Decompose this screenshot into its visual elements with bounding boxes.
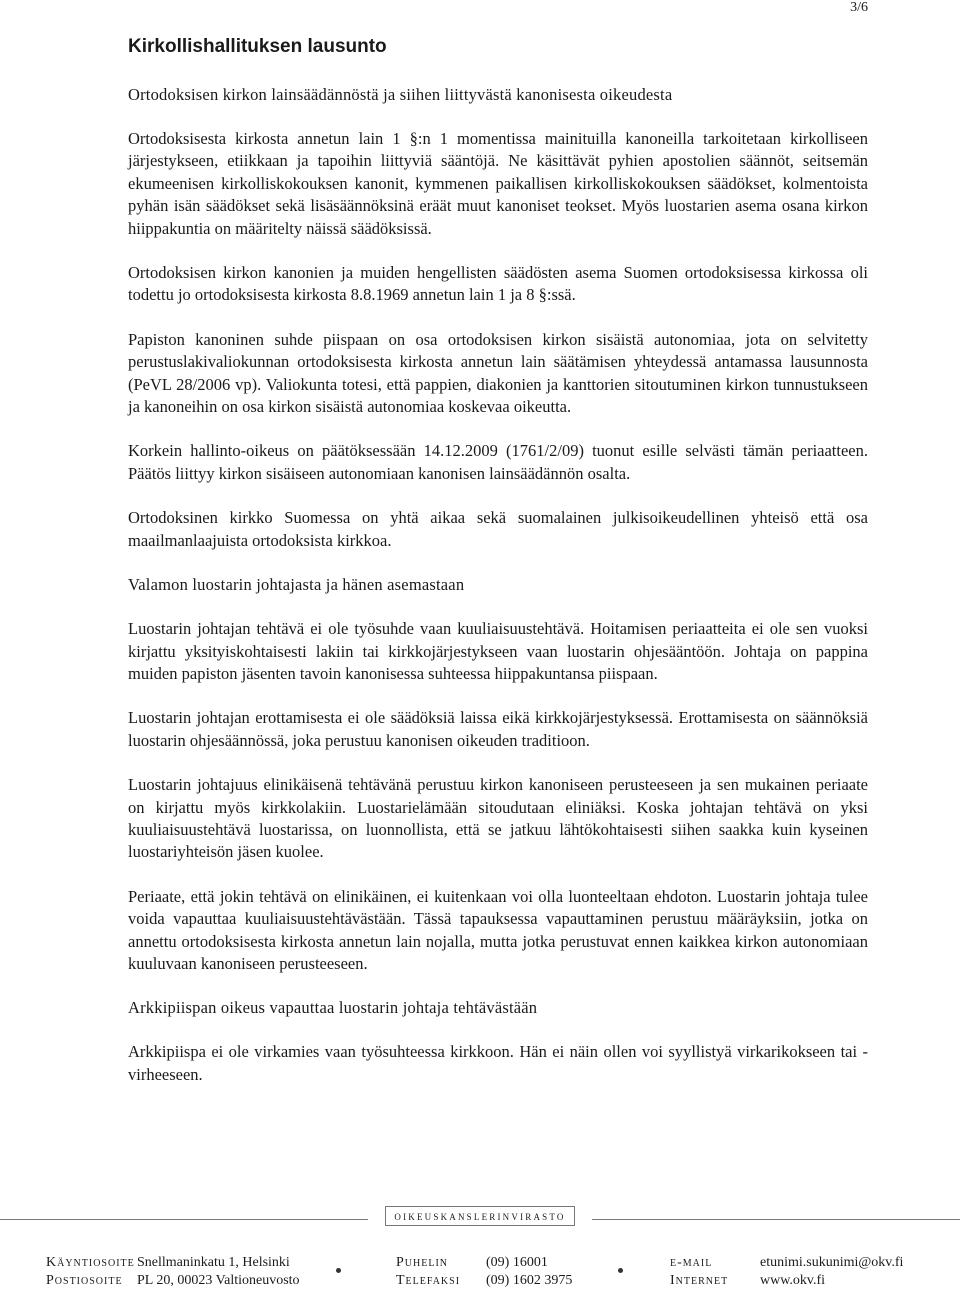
footer-divider	[592, 1219, 960, 1220]
paragraph: Periaate, että jokin tehtävä on elinikäinen, ei kuitenkaan voi olla luonteeltaan ehdoton. Luostarin johtaja tulee voida vapauttaa kuuliaisuustehtävästään. Tässä tapauksessa vapauttaminen perustuu määräyksiin, jotka on annettu ortodoksisesta kirkosta annetun lain nojalla, mutta jotka perustuvat ennen kaikkea kirkon autonomiaan kuuluvaan kanoniseen perusteeseen.	[128, 886, 868, 973]
internet-label: Internet	[670, 1273, 729, 1288]
bullet-icon	[336, 1268, 341, 1273]
postal-address-label: Postiosoite	[46, 1273, 123, 1288]
section-heading: Ortodoksisen kirkon lainsäädännöstä ja siihen liittyvästä kanonisesta oikeudesta	[128, 85, 673, 104]
paragraph: Korkein hallinto-oikeus on päätöksessään 14.12.2009 (1761/2/09) tuonut esille selvästi tämän periaatteen. Päätös liittyy kirkon sisäiseen autonomiaan kanonisen lainsäädännön osalta.	[128, 441, 868, 483]
office-name: oikeuskanslerinvirasto	[385, 1206, 574, 1226]
postal-address-value: PL 20, 00023 Valtioneuvosto	[137, 1273, 300, 1288]
paragraph: Papiston kanoninen suhde piispaan on osa ortodoksisen kirkon sisäistä autonomiaa, jota on selvitetty perustuslakivaliokunnan ortodoksisesta kirkosta annetun lain säätämisen yhteydessä antamassa lausunnosta (PeVL 28/2006 vp). Valiokunta totesi, että pappien, diakonien ja kanttorien sitoutuminen kirkon tunnustukseen ja kanoneihin on osa kirkon sisäistä autonomiaa koskevaa oikeutta.	[128, 329, 868, 417]
paragraph: Ortodoksisen kirkon kanonien ja muiden hengellisten säädösten asema Suomen ortodoksisessa kirkossa oli todettu jo ortodoksisesta kirkosta 8.8.1969 annetun lain 1 ja 8 §:ssä.	[128, 263, 868, 305]
office-name-box	[368, 1208, 592, 1224]
email-label: e-mail	[670, 1255, 713, 1270]
email-value[interactable]: etunimi.sukunimi@okv.fi	[760, 1255, 904, 1270]
fax-label: Telefaksi	[396, 1273, 461, 1288]
footer-divider	[0, 1219, 368, 1220]
page-number: 3/6	[850, 0, 868, 15]
visiting-address-value: Snellmaninkatu 1, Helsinki	[137, 1255, 290, 1270]
document-body	[128, 36, 868, 1108]
paragraph: Ortodoksinen kirkko Suomessa on yhtä aikaa sekä suomalainen julkisoikeudellinen yhteisö että osa maailmanlaajuista ortodoksista kirkkoa.	[128, 508, 868, 550]
paragraph: Luostarin johtajan tehtävä ei ole työsuhde vaan kuuliaisuustehtävä. Hoitamisen periaatteita ei ole sen vuoksi kirjattu yksityiskohtaisesti lakiin tai kirkkojärjestykseen vaan luostarin ohjesääntöön. Johtaja on pappina muiden papiston jäsenten tavoin kanonisessa suhteessa hiippakuntansa piispaan.	[128, 619, 868, 683]
visiting-address-label: Käyntiosoite	[46, 1255, 135, 1270]
phone-value: (09) 16001	[486, 1255, 548, 1270]
document-title: Kirkollishallituksen lausunto	[128, 36, 387, 57]
section-heading: Valamon luostarin johtajasta ja hänen asemastaan	[128, 575, 465, 595]
fax-value: (09) 1602 3975	[486, 1273, 573, 1288]
website-link[interactable]: www.okv.fi	[760, 1273, 826, 1288]
phone-label: Puhelin	[396, 1255, 448, 1270]
page-footer	[0, 1208, 960, 1291]
paragraph: Luostarin johtajan erottamisesta ei ole säädöksiä laissa eikä kirkkojärjestyksessä. Erottamisesta on säännöksiä luostarin ohjesäännössä, joka perustuu kanonisen oikeuden traditioon.	[128, 708, 868, 750]
section-heading: Arkkipiispan oikeus vapauttaa luostarin johtaja tehtävästään	[128, 998, 538, 1018]
paragraph: Arkkipiispa ei ole virkamies vaan työsuhteessa kirkkoon. Hän ei näin ollen voi syyllistyä virkarikokseen tai -virheeseen.	[128, 1042, 868, 1084]
paragraph: Luostarin johtajuus elinikäisenä tehtävänä perustuu kirkon kanoniseen perusteeseen ja sen mukainen periaate on kirjattu myös kirkkolakiin. Luostarielämään sitoudutaan eliniäksi. Koska johtajan tehtävä on yksi kuuliaisuustehtävä luostarissa, on luonnollista, että se jatkuu lähtökohtaisesti siihen saakka kuin kyseinen luostariyhteisön jäsen kuolee.	[128, 775, 868, 862]
paragraph: Ortodoksisesta kirkosta annetun lain 1 §:n 1 momentissa mainituilla kanoneilla tarkoitetaan kirkolliseen järjestykseen, etiikkaan ja tapoihin liittyviä sääntöjä. Ne käsittävät pyhien apostolien säännöt, seitsemän ekumeenisen kirkolliskokouksen kanonit, kymmenen paikallisen kirkolliskokouksen säädökset, kolmentoista pyhän isän säädökset sekä lisäsäännöksinä eräät muut kanoniset teokset. Myös luostarien asema osana kirkon hiippakuntia on määritelty näissä säädöksissä.	[128, 129, 868, 238]
bullet-icon	[618, 1268, 623, 1273]
